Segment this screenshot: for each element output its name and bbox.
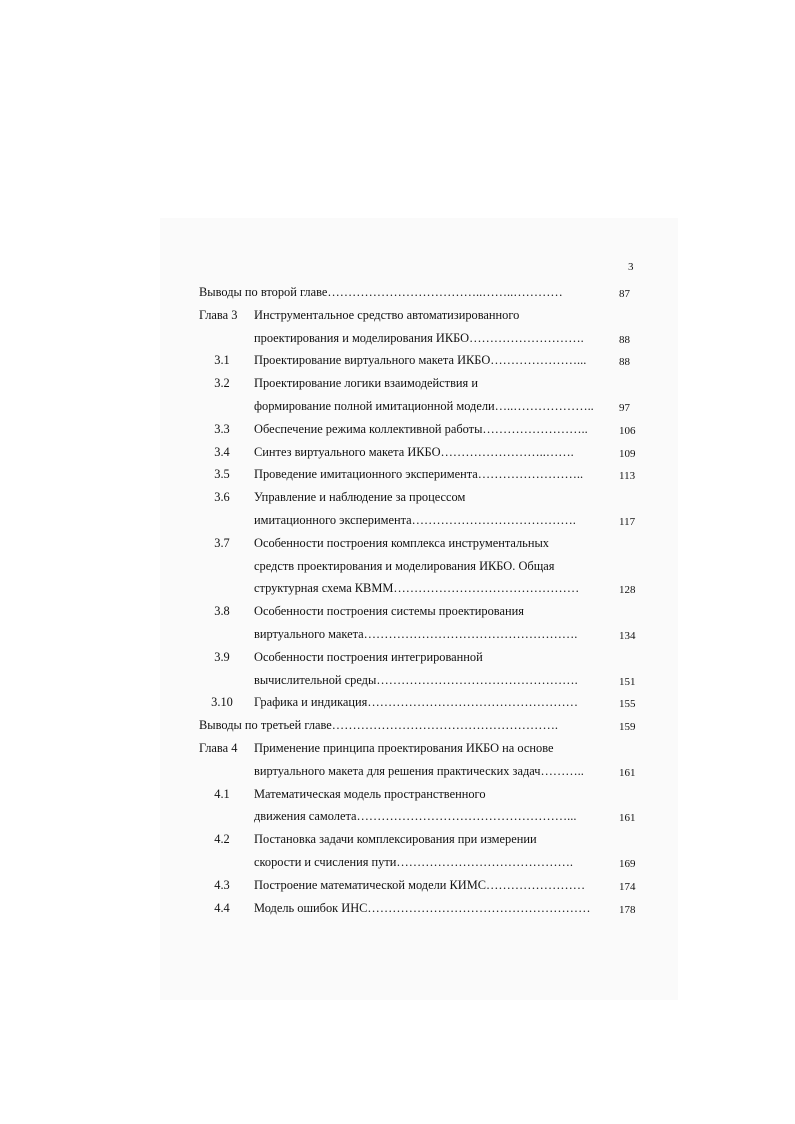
toc-entry-title: средств проектирования и моделирования ИКБО. Общая — [254, 558, 555, 573]
toc-entry-page: 117 — [619, 516, 636, 528]
toc-entry-page: 134 — [619, 630, 636, 642]
toc-entry-title: движения самолета……………………………………………... — [254, 809, 577, 824]
toc-entry-label: Глава 4 — [199, 741, 238, 755]
toc-entry-title: Особенности построения комплекса инструментальных — [254, 535, 549, 550]
toc-entry-label: 3.2 — [214, 376, 230, 391]
toc-entry-page: 88 — [619, 356, 630, 369]
toc-entry-label: 3.4 — [214, 444, 230, 459]
toc-entry-page: 161 — [619, 812, 636, 825]
toc-entry-title: Синтез виртуального макета ИКБО……………………..……. — [254, 444, 574, 459]
toc-entry-title: Модель ошибок ИНС……………………………………………… — [254, 900, 591, 915]
toc-entry-title: Графика и индикация…………………………………………… — [254, 695, 579, 710]
toc-entry-title: Инструментальное средство автоматизированного — [254, 307, 520, 322]
toc-entry-title: формирование полной имитационной модели…..……………….. — [254, 399, 594, 413]
toc-entry-page: 169 — [619, 858, 636, 870]
toc-entry-title: Проектирование виртуального макета ИКБО…………………... — [254, 353, 587, 368]
toc-entry-page: 155 — [619, 698, 636, 711]
toc-entry-page: 97 — [619, 402, 630, 414]
toc-entry-title: Проведение имитационного эксперимента…………………….. — [254, 467, 584, 482]
toc-entry-page: 174 — [619, 880, 636, 893]
toc-entry-title: Особенности построения системы проектирования — [254, 604, 524, 619]
toc-entry-title: Обеспечение режима коллективной работы…………………….. — [254, 421, 588, 436]
toc-entry-page: 106 — [619, 424, 636, 437]
toc-entry-label: 4.3 — [214, 877, 230, 892]
toc-entry-page: 128 — [619, 584, 636, 597]
toc-entry-page: 87 — [619, 288, 630, 300]
toc-entry-title: имитационного эксперимента…………………………………. — [254, 513, 576, 527]
toc-entry-title: Применение принципа проектирования ИКБО на основе — [254, 741, 554, 755]
toc-entry-title: Проектирование логики взаимодействия и — [254, 376, 478, 391]
toc-entry-label: 3.9 — [214, 649, 230, 664]
toc-entry-label: 3.1 — [214, 353, 230, 368]
toc-entry-title: вычислительной среды…………………………………………. — [254, 672, 578, 687]
toc-entry-page: 161 — [619, 766, 636, 779]
toc-entry-title: Математическая модель пространственного — [254, 786, 486, 801]
toc-entry-page: 159 — [619, 721, 636, 734]
toc-entry-label: 3.3 — [214, 421, 230, 436]
toc-entry-title: Постановка задачи комплексирования при измерении — [254, 832, 537, 847]
toc-entry-label: 3.5 — [214, 467, 230, 482]
toc-entry-label: 4.2 — [214, 832, 230, 847]
toc-entry-label: Глава 3 — [199, 307, 238, 322]
toc-entry-page: 113 — [619, 470, 636, 483]
page-number: 3 — [628, 261, 634, 273]
toc-entry-title: виртуального макета……………………………………………. — [254, 627, 578, 641]
toc-entry-page: 178 — [619, 903, 636, 916]
toc-entry-title: скорости и счисления пути……………………………………. — [254, 855, 573, 869]
toc-entry-label: 4.1 — [214, 786, 230, 801]
toc-entry-page: 151 — [619, 675, 636, 688]
toc-entry-page: 109 — [619, 447, 636, 460]
toc-entry-title: Особенности построения интегрированной — [254, 649, 483, 664]
toc-entry-title: Построение математической модели КИМС…………………… — [254, 877, 586, 892]
toc-entry-label: 3.6 — [214, 490, 230, 505]
toc-entry-label: 3.7 — [214, 535, 230, 550]
toc-entry-title: структурная схема КВММ……………………………………… — [254, 581, 580, 596]
toc-entry-title: Управление и наблюдение за процессом — [254, 490, 466, 505]
toc-entry-title: Выводы по второй главе………………………………..……..………… — [199, 285, 563, 299]
toc-entry-title: проектирования и моделирования ИКБО………………………. — [254, 330, 584, 345]
toc-entry-label: 3.10 — [211, 695, 233, 710]
toc-entry-label: 4.4 — [214, 900, 230, 915]
toc-entry-title: Выводы по третьей главе………………………………………………. — [199, 718, 558, 733]
toc-entry-title: виртуального макета для решения практических задач……….. — [254, 763, 584, 778]
toc-entry-page: 88 — [619, 333, 630, 346]
toc-entry-label: 3.8 — [214, 604, 230, 619]
